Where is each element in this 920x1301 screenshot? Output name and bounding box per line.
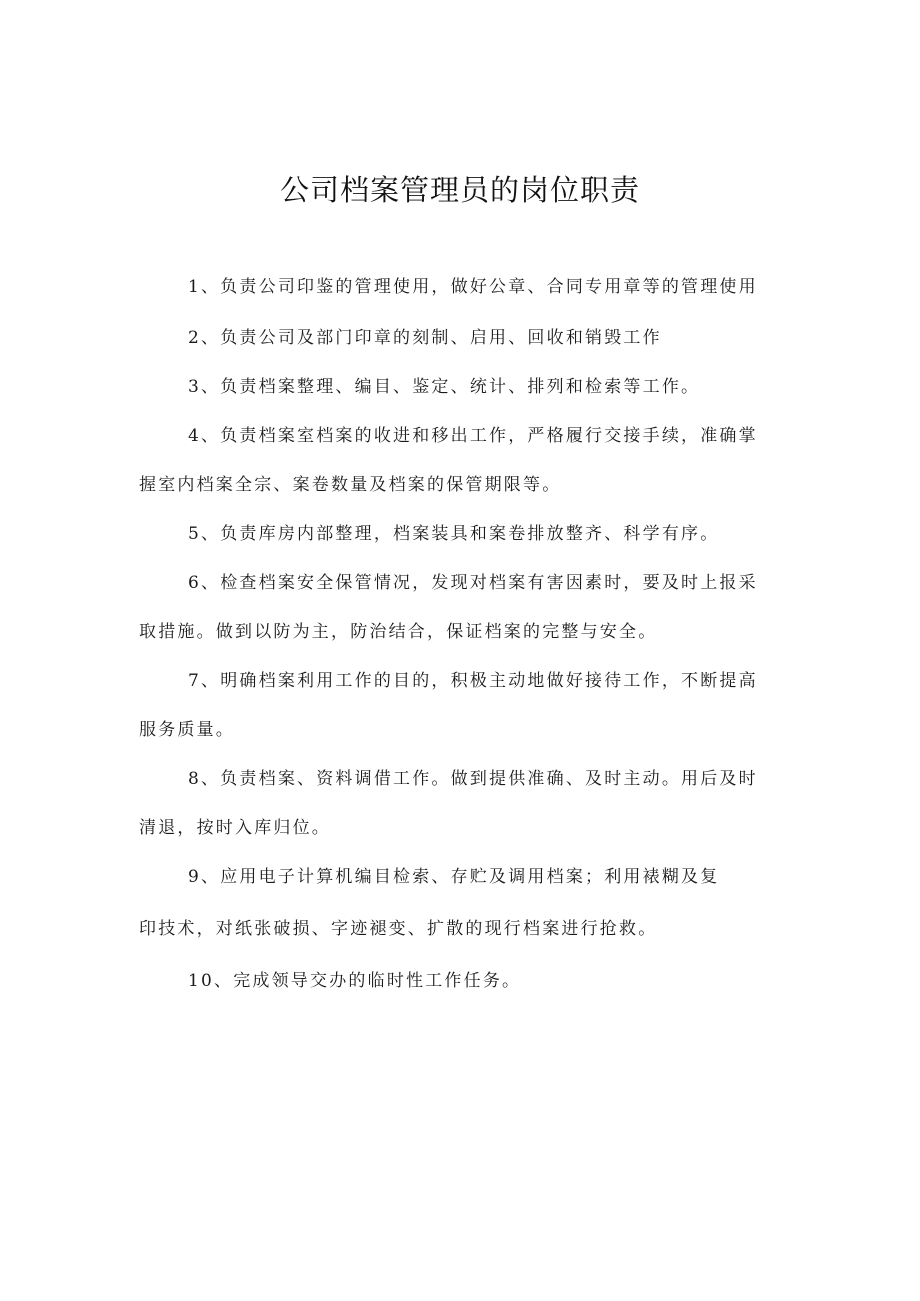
duty-item-6: 6、检查档案安全保管情况，发现对档案有害因素时，要及时上报采 (188, 573, 758, 593)
duty-item-1: 1、负责公司印鉴的管理使用，做好公章、合同专用章等的管理使用 (188, 277, 758, 297)
duty-item-2: 2、负责公司及部门印章的刻制、启用、回收和销毁工作 (188, 328, 662, 348)
duty-item-9: 9、应用电子计算机编目检索、存贮及调用档案；利用裱糊及复 (188, 867, 720, 887)
duty-item-8: 8、负责档案、资料调借工作。做到提供准确、及时主动。用后及时 (188, 769, 758, 789)
duty-item-3: 3、负责档案整理、编目、鉴定、统计、排列和检索等工作。 (188, 377, 701, 397)
duty-item-9-continued: 印技术，对纸张破损、字迹褪变、扩散的现行档案进行抢救。 (139, 919, 658, 939)
page-title: 公司档案管理员的岗位职责 (279, 173, 640, 207)
duty-item-7: 7、明确档案利用工作的目的，积极主动地做好接待工作，不断提高 (188, 671, 758, 691)
duty-item-10: 10、完成领导交办的临时性工作任务。 (188, 971, 522, 991)
duty-item-5: 5、负责库房内部整理，档案装具和案卷排放整齐、科学有序。 (188, 524, 720, 544)
duty-item-7-continued: 服务质量。 (139, 720, 235, 740)
duty-item-4-continued: 握室内档案全宗、案卷数量及档案的保管期限等。 (139, 475, 562, 495)
duty-item-6-continued: 取措施。做到以防为主，防治结合，保证档案的完整与安全。 (139, 622, 658, 642)
duty-item-8-continued: 清退，按时入库归位。 (139, 818, 331, 838)
duty-item-4: 4、负责档案室档案的收进和移出工作，严格履行交接手续，准确掌 (188, 426, 758, 446)
